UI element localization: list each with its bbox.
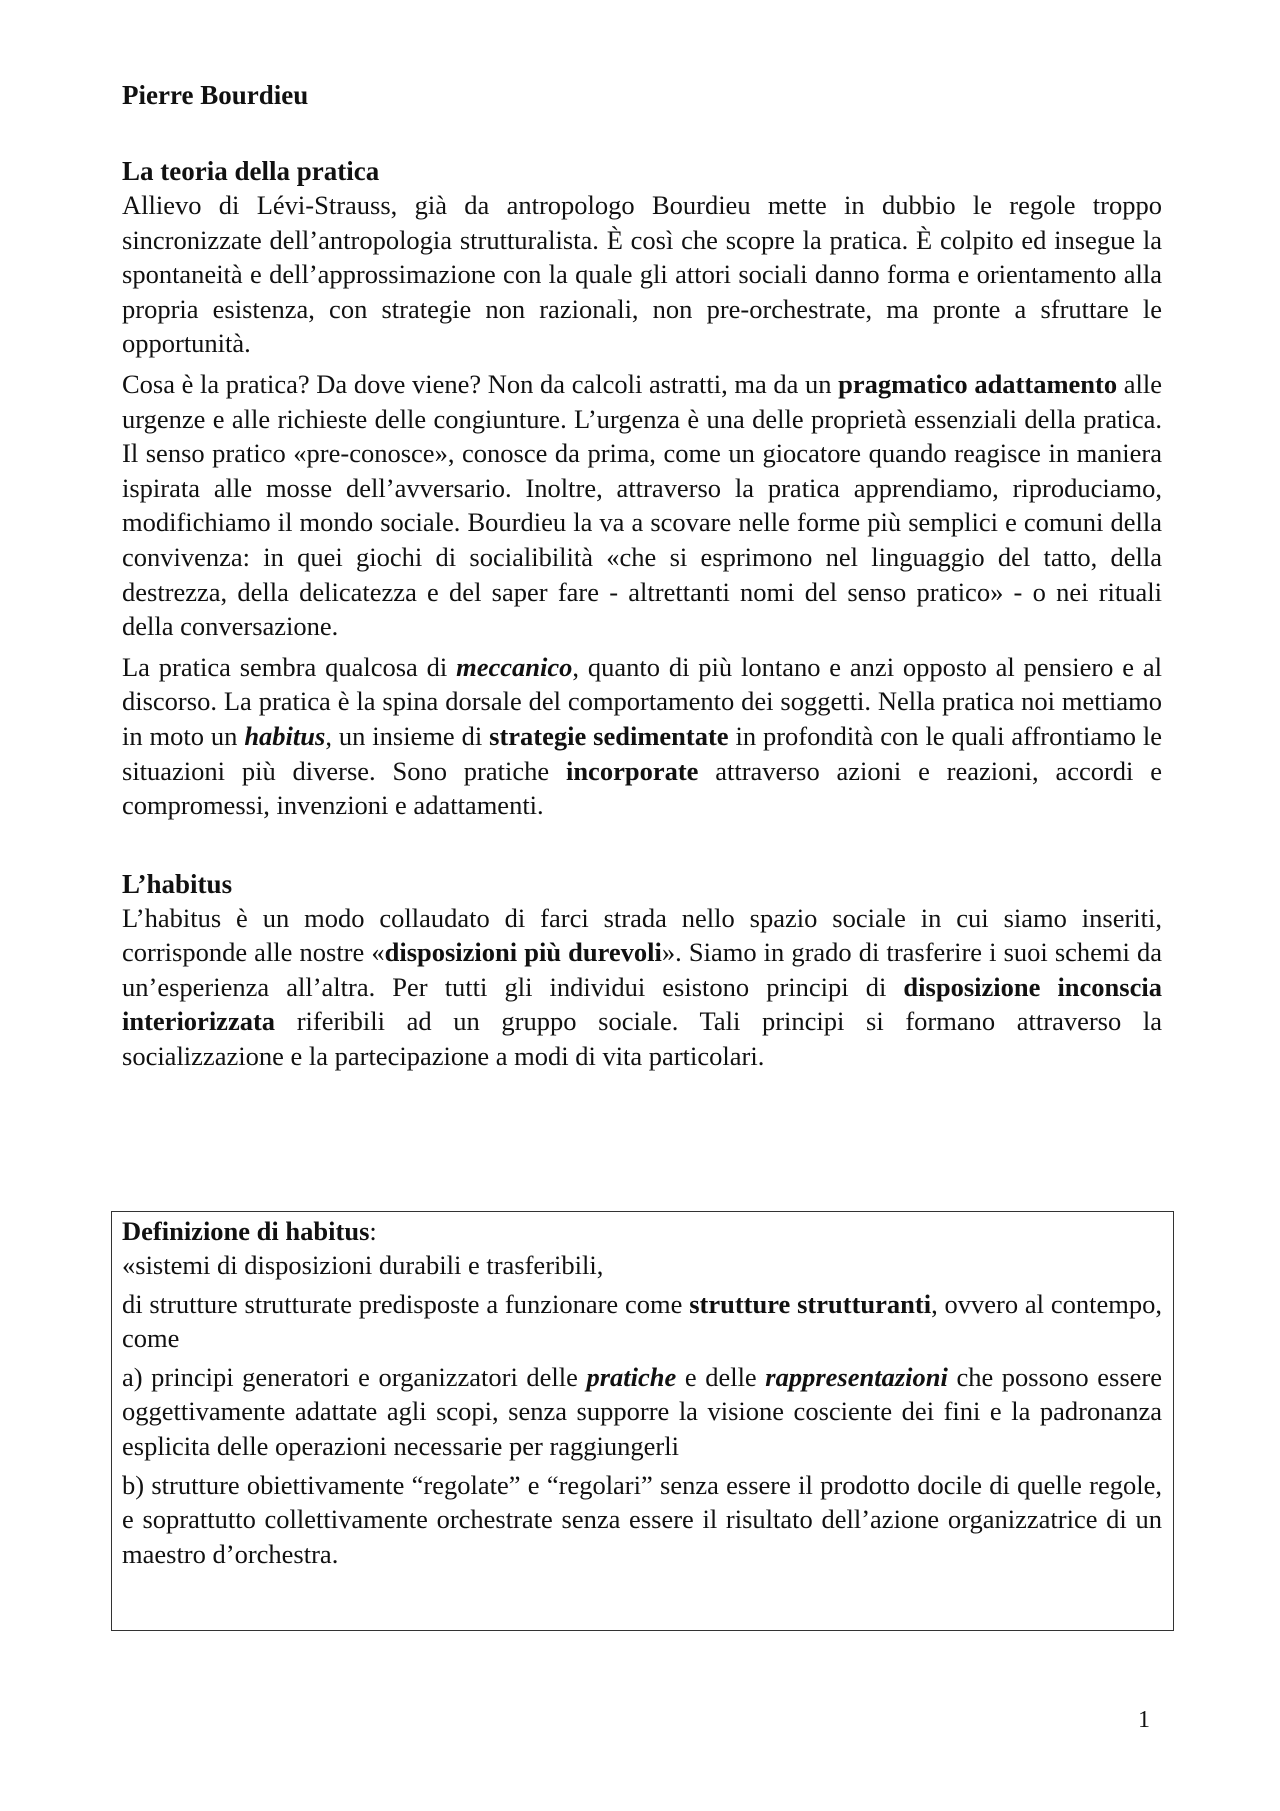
paragraph-habitus bbox=[122, 901, 1162, 1074]
text-run: La pratica sembra qualcosa di bbox=[122, 651, 457, 682]
bold-term: disposizione inconscia interiorizzata bbox=[122, 971, 1162, 1037]
page-number: 1 bbox=[1138, 1707, 1150, 1733]
bold-term: strategie sedimentate bbox=[489, 720, 729, 751]
text-run: alle urgenze e alle richieste delle congiunture. L’urgenza è una delle proprietà essenziali della pratica. Il senso pratico «pre-conosce», conosce da prima, come un giocatore quando reagisce in maniera ispirata alle mosse dell’avversario. Inoltre, attraverso la pratica apprendiamo, riproduciamo, modifichiamo il mondo sociale. Bourdieu la va a scovare nelle forme più semplici e comuni della convivenza: in quei giochi di socialibilità «che si esprimono nel linguaggio del tatto, della destrezza, della delicatezza e del saper fare - altrettanti nomi del senso pratico» - o nei rituali della conversazione. bbox=[122, 368, 1162, 642]
text-run: ». Siamo in grado di trasferire i suoi schemi da un’esperienza all’altra. Per tutti gli individui esistono principi di bbox=[122, 937, 1162, 1002]
text-run: e delle bbox=[676, 1361, 766, 1392]
bold-term: incorporate bbox=[565, 755, 699, 786]
text-run: che possono essere oggettivamente adattate agli scopi, senza supporre la visione cosciente dei fini e la padronanza esplicita delle operazioni necessarie per raggiungerli bbox=[122, 1361, 1162, 1461]
bold-term: disposizioni più durevoli bbox=[384, 937, 662, 968]
bold-term: strutture strutturanti bbox=[689, 1288, 932, 1319]
section-heading-teoria: La teoria della pratica bbox=[122, 156, 380, 186]
bold-term: Definizione di habitus bbox=[122, 1216, 370, 1246]
bold-italic-term: meccanico bbox=[456, 651, 573, 682]
document-body bbox=[122, 70, 1162, 1074]
text-run: di strutture strutturate predisposte a funzionare come bbox=[122, 1288, 690, 1319]
definition-title bbox=[122, 1214, 1162, 1248]
bold-term: pragmatico adattamento bbox=[838, 368, 1118, 399]
text-run: a) principi generatori e organizzatori delle bbox=[122, 1361, 587, 1392]
text-run: riferibili ad un gruppo sociale. Tali principi si formano attraverso la socializzazione e la partecipazione a modi di vita particolari. bbox=[122, 1006, 1162, 1072]
paragraph-meccanico bbox=[122, 650, 1162, 823]
text-run: , un insieme di bbox=[325, 720, 490, 751]
bold-italic-term: rappresentazioni bbox=[765, 1361, 948, 1392]
definition-line-b: b) strutture obiettivamente “regolate” e “regolari” senza essere il prodotto docile di quelle regole, e soprattutto collettivamente orchestrate senza essere il risultato dell’azione organizzatrice di un maestro d’orchestra. bbox=[122, 1469, 1162, 1569]
text-run: in profondità con le quali affrontiamo le situazioni più diverse. Sono pratiche bbox=[122, 720, 1163, 786]
text-run: , ovvero al contempo, come bbox=[122, 1288, 1162, 1354]
bold-italic-term: pratiche bbox=[586, 1361, 677, 1392]
definition-line-2 bbox=[122, 1287, 1162, 1356]
section-heading-habitus: L’habitus bbox=[122, 868, 233, 899]
document-title: Pierre Bourdieu bbox=[122, 80, 309, 110]
text-run: attraverso azioni e reazioni, accordi e compromessi, invenzioni e adattamenti. bbox=[122, 755, 1162, 821]
paragraph-cosa-e-pratica bbox=[122, 367, 1162, 644]
definition-box bbox=[111, 1211, 1174, 1631]
text-run: , quanto di più lontano e anzi opposto al pensiero e al discorso. La pratica è la spina dorsale del comportamento dei soggetti. Nella pratica noi mettiamo in moto un bbox=[122, 651, 1162, 751]
text-run: Cosa è la pratica? Da dove viene? Non da calcoli astratti, ma da un bbox=[122, 368, 839, 399]
paragraph-intro: Allievo di Lévi-Strauss, già da antropologo Bourdieu mette in dubbio le regole troppo sincronizzate dell’antropologia strutturalista. È così che scopre la pratica. È colpito ed insegue la spontaneità e dell’approssimazione con la quale gli attori sociali danno forma e orientamento alla propria esistenza, con strategie non razionali, non pre-orchestrate, ma pronte a sfruttare le opportunità. bbox=[122, 190, 1162, 359]
definition-line-a bbox=[122, 1360, 1162, 1464]
bold-italic-term: habitus bbox=[244, 720, 326, 751]
text-run: : bbox=[369, 1216, 377, 1246]
definition-line-1: «sistemi di disposizioni durabili e trasferibili, bbox=[122, 1250, 604, 1280]
text-run: L’habitus è un modo collaudato di farci strada nello spazio sociale in cui siamo inseriti, corrisponde alle nostre « bbox=[122, 902, 1162, 968]
